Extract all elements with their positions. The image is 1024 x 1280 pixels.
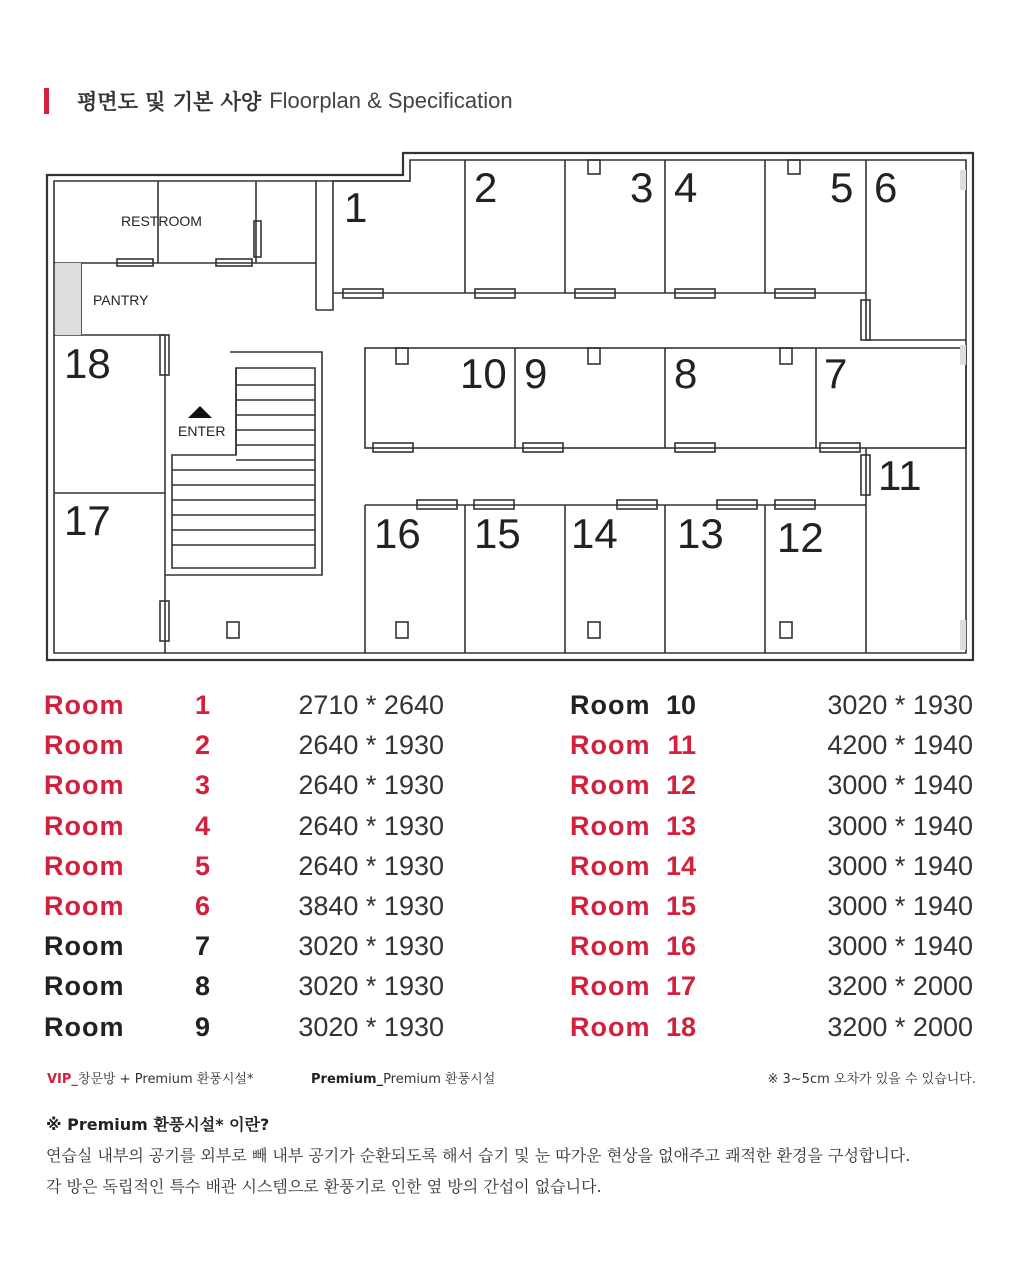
room-size: 3000 * 1940 <box>827 890 973 921</box>
room-number-14: 14 <box>571 510 618 557</box>
room-row <box>570 931 980 971</box>
room-row <box>44 730 464 770</box>
room-row <box>44 851 464 891</box>
room-number-18: 18 <box>64 340 111 387</box>
legend-vip-desc: 창문방 + Premium 환풍시설* <box>77 1072 254 1087</box>
room-label: Room <box>44 770 125 801</box>
room-label: Room <box>570 810 651 841</box>
room-size: 2640 * 1930 <box>298 850 444 881</box>
room-row <box>570 891 980 931</box>
room-label: Room <box>44 730 125 761</box>
heading-english: Floorplan & Specification <box>269 88 513 113</box>
room-number: 11 <box>667 730 696 761</box>
room-label: Room <box>44 690 125 720</box>
room-label: Room <box>44 890 125 921</box>
room-number-17: 17 <box>64 497 111 544</box>
room-row <box>44 971 464 1011</box>
room-row <box>44 931 464 971</box>
room-number-3: 3 <box>630 164 654 211</box>
room-number-7: 7 <box>824 350 848 397</box>
room-number: 13 <box>665 810 696 841</box>
restroom-label: RESTROOM <box>121 213 202 229</box>
room-number: 2 <box>194 730 210 761</box>
room-number: 15 <box>665 890 696 921</box>
room-number-1: 1 <box>344 184 368 231</box>
room-row <box>44 770 464 810</box>
room-label: Room <box>570 971 651 1002</box>
room-label: Room <box>570 931 651 962</box>
room-row <box>44 891 464 931</box>
legend-premium-desc: Premium 환풍시설 <box>383 1072 496 1087</box>
room-number: 10 <box>665 690 696 720</box>
room-size: 2710 * 2640 <box>298 690 444 720</box>
room-size: 4200 * 1940 <box>827 730 973 761</box>
room-row <box>570 690 980 730</box>
info-line-1: 연습실 내부의 공기를 외부로 빼 내부 공기가 순환되도록 해서 습기 및 눈 따가운 현상을 없애주고 쾌적한 환경을 구성합니다. <box>46 1146 911 1165</box>
room-number-15: 15 <box>474 510 521 557</box>
room-number: 12 <box>665 770 696 801</box>
room-size: 3000 * 1940 <box>827 810 973 841</box>
room-number-6: 6 <box>874 164 898 211</box>
room-label: Room <box>570 730 651 761</box>
pantry-label: PANTRY <box>93 292 149 308</box>
room-row <box>570 851 980 891</box>
room-size: 3020 * 1930 <box>827 690 973 720</box>
room-number-12: 12 <box>777 514 824 561</box>
room-number: 16 <box>665 931 696 962</box>
room-number: 9 <box>194 1011 210 1042</box>
enter-label: ENTER <box>178 423 226 439</box>
legend-vip <box>47 1068 253 1087</box>
room-number: 5 <box>194 850 210 881</box>
room-list-left <box>44 690 464 1052</box>
room-label: Room <box>570 690 651 720</box>
room-number-8: 8 <box>674 350 698 397</box>
room-size: 3200 * 2000 <box>827 1011 973 1042</box>
room-number-10: 10 <box>460 350 507 397</box>
room-row <box>570 770 980 810</box>
heading-korean: 평면도 및 기본 사양 <box>77 90 262 114</box>
room-number-13: 13 <box>677 510 724 557</box>
room-row <box>44 811 464 851</box>
room-label: Room <box>44 1011 125 1042</box>
room-size: 2640 * 1930 <box>298 810 444 841</box>
room-label: Room <box>570 850 651 881</box>
room-size: 3020 * 1930 <box>298 931 444 962</box>
room-size: 3020 * 1930 <box>298 971 444 1002</box>
room-number: 4 <box>194 810 210 841</box>
room-number: 6 <box>194 890 210 921</box>
room-number: 7 <box>194 931 210 962</box>
room-label: Room <box>44 810 125 841</box>
room-list-right <box>570 690 980 1052</box>
room-number: 8 <box>194 971 210 1002</box>
room-number-11: 11 <box>878 452 922 499</box>
room-size: 3000 * 1940 <box>827 770 973 801</box>
room-size: 3000 * 1940 <box>827 850 973 881</box>
info-line-2: 각 방은 독립적인 특수 배관 시스템으로 환풍기로 인한 옆 방의 간섭이 없습니다. <box>46 1177 602 1196</box>
room-row <box>570 811 980 851</box>
room-size: 3020 * 1930 <box>298 1011 444 1042</box>
room-label: Room <box>44 971 125 1002</box>
room-size: 2640 * 1930 <box>298 730 444 761</box>
room-size: 3200 * 2000 <box>827 971 973 1002</box>
room-number: 14 <box>665 850 696 881</box>
room-number: 3 <box>194 770 210 801</box>
room-row <box>570 971 980 1011</box>
room-number-9: 9 <box>524 350 548 397</box>
room-number: 18 <box>665 1011 696 1042</box>
tolerance-note: ※ 3~5cm 오차가 있을 수 있습니다. <box>767 1072 976 1087</box>
room-row <box>44 1012 464 1052</box>
legend-vip-key: VIP_ <box>47 1072 78 1087</box>
room-label: Room <box>570 770 651 801</box>
room-row <box>44 690 464 730</box>
room-row <box>570 1012 980 1052</box>
room-size: 3000 * 1940 <box>827 931 973 962</box>
legend-premium-key: Premium_ <box>311 1072 384 1087</box>
pantry-shade <box>55 263 81 335</box>
room-row <box>570 730 980 770</box>
legend-premium <box>311 1068 495 1087</box>
room-label: Room <box>44 850 125 881</box>
room-label: Room <box>570 1011 651 1042</box>
room-number-2: 2 <box>474 164 498 211</box>
room-number: 1 <box>194 690 210 720</box>
room-size: 3840 * 1930 <box>298 890 444 921</box>
room-number-16: 16 <box>374 510 421 557</box>
info-title: ※ Premium 환풍시설* 이란? <box>46 1115 270 1134</box>
room-number: 17 <box>665 971 696 1002</box>
enter-arrow-icon <box>188 406 212 418</box>
room-label: Room <box>570 890 651 921</box>
room-label: Room <box>44 931 125 962</box>
room-number-4: 4 <box>674 164 698 211</box>
room-size: 2640 * 1930 <box>298 770 444 801</box>
room-number-5: 5 <box>830 164 854 211</box>
